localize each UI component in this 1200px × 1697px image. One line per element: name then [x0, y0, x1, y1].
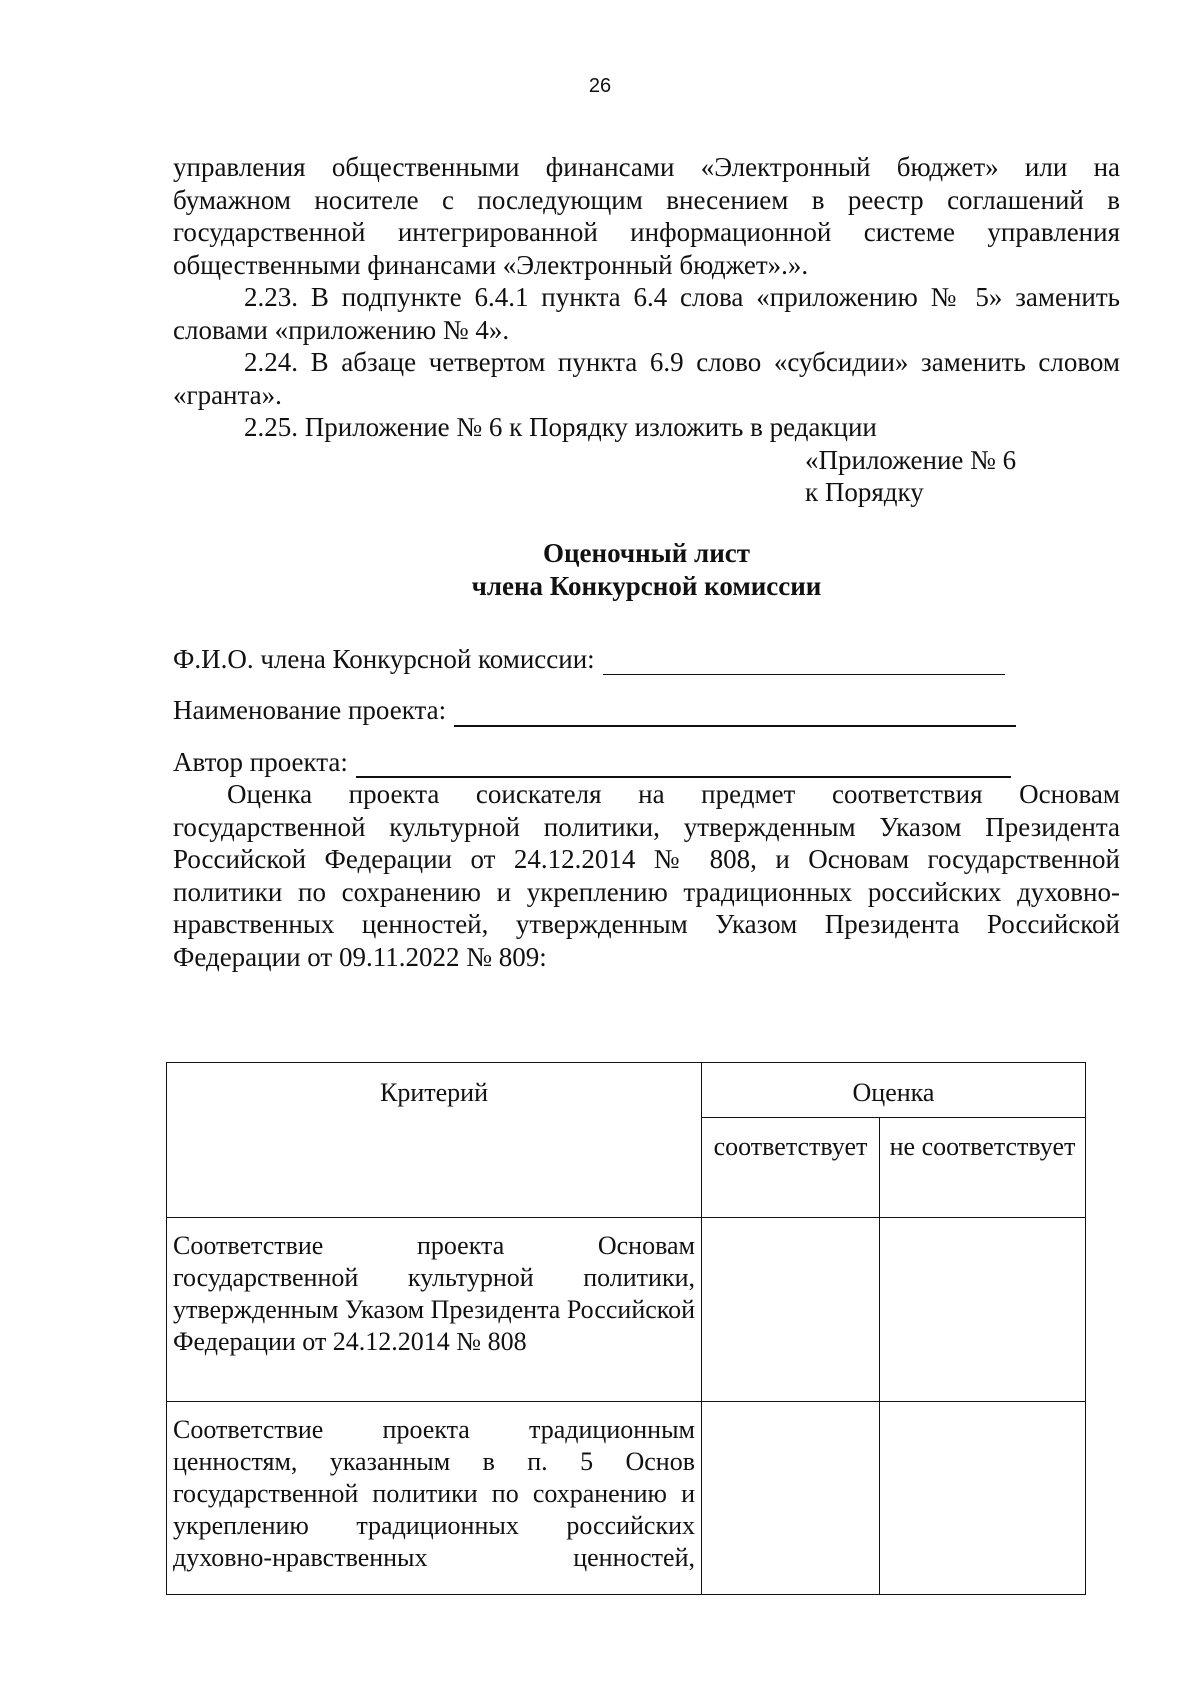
header-score: Оценка — [702, 1063, 1086, 1118]
appendix-reference — [805, 444, 1120, 509]
appendix-line-1: «Приложение № 6 — [805, 444, 1017, 475]
appendix-line-2: к Порядку — [805, 477, 924, 507]
header-matches: соответствует — [702, 1118, 880, 1218]
continuation-paragraph: управления общественными финансами «Электронный бюджет» или на бумажном носителе с последующим внесением в реестр соглашений в государственной интегрированной информационной системе управления общественными финансами «Электронный бюджет».». — [173, 152, 1120, 280]
document-body — [173, 151, 1120, 973]
project-author-label: Автор проекта: — [173, 746, 348, 777]
page-number: 26 — [588, 75, 612, 97]
not-matches-cell[interactable] — [880, 1218, 1086, 1402]
not-matches-cell[interactable] — [880, 1402, 1086, 1595]
project-name-label: Наименование проекта: — [173, 695, 447, 725]
project-author-line — [173, 746, 1120, 779]
item-2-24: 2.24. В абзаце четвертом пункта 6.9 слово «субсидии» заменить словом «гранта». — [173, 347, 1120, 410]
item-2-23: 2.23. В подпункте 6.4.1 пункта 6.4 слова «приложению № 5» заменить словами «приложению № 4». — [173, 282, 1120, 345]
matches-cell[interactable] — [702, 1218, 880, 1402]
criterion-cell: Соответствие проекта Основам государственной культурной политики, утвержденным Указом Президента Российской Федерации от 24.12.2014 № 808 — [167, 1218, 702, 1402]
criterion-cell: Соответствие проекта традиционным ценностям, указанным в п. 5 Основ государственной политики по сохранению и укреплению традиционных российских духовно-нравственных ценностей, — [167, 1402, 702, 1595]
member-name-field[interactable] — [603, 648, 1005, 675]
project-name-field[interactable] — [454, 699, 1016, 727]
member-name-line — [173, 643, 1120, 676]
matches-cell[interactable] — [702, 1402, 880, 1595]
header-not-matches: не соответствует — [880, 1118, 1086, 1218]
title-line-2: члена Конкурсной комиссии — [471, 570, 822, 601]
header-criterion: Критерий — [167, 1063, 702, 1218]
table-row — [167, 1402, 1086, 1595]
project-author-field[interactable] — [356, 750, 1011, 778]
document-title — [173, 537, 1120, 603]
title-line-1: Оценочный лист — [542, 537, 751, 568]
item-2-25: 2.25. Приложение № 6 к Порядку изложить в редакции — [244, 412, 877, 442]
table-row — [167, 1218, 1086, 1402]
criteria-table — [166, 1062, 1086, 1595]
project-name-line — [173, 694, 1120, 727]
table-header-row — [167, 1063, 1086, 1118]
member-name-label: Ф.И.О. члена Конкурсной комиссии: — [173, 643, 595, 674]
evaluation-paragraph: Оценка проекта соискателя на предмет соответствия Основам государственной культурной политики, утвержденным Указом Президента Российской Федерации от 24.12.2014 № 808, и Основам государственной политики по сохранению и укреплению традиционных российских духовно-нравственных ценностей, утвержденным Указом Президента Российской Федерации от 09.11.2022 № 809: — [173, 779, 1120, 972]
